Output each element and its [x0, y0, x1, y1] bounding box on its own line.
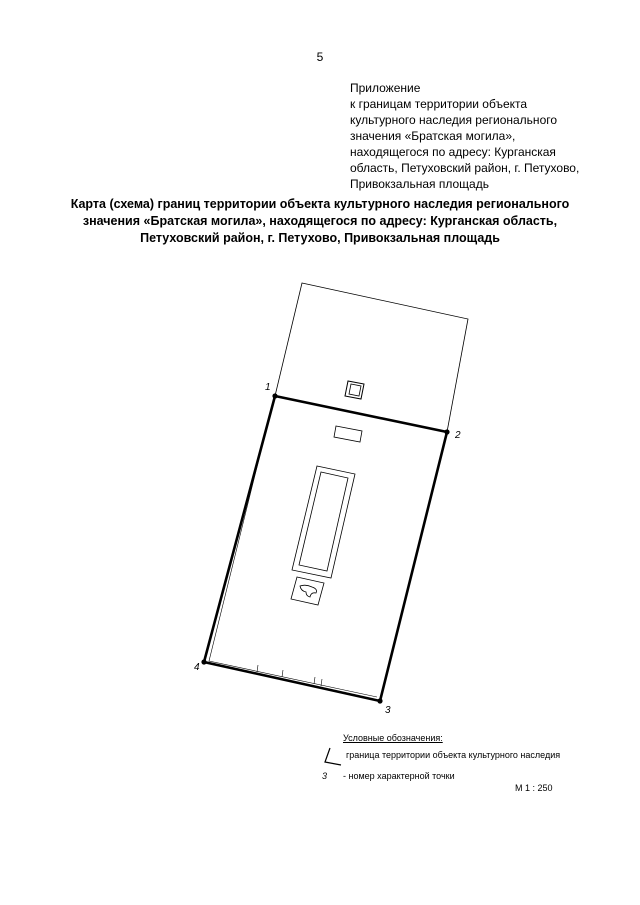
point-marker-4 [201, 659, 206, 664]
map-scale: М 1 : 250 [515, 783, 553, 793]
point-label-1: 1 [265, 382, 271, 393]
legend-point-sample: 3 [322, 771, 328, 781]
adjacent-plot-outline [275, 283, 468, 432]
appendix-line: Приложение [350, 81, 421, 95]
characteristic-points [201, 393, 449, 703]
point-marker-1 [272, 393, 277, 398]
small-rectangle-object [334, 426, 362, 442]
appendix-line: Привокзальная площадь [350, 177, 489, 191]
point-marker-3 [377, 698, 382, 703]
legend-boundary-label: граница территории объекта культурного наследия [346, 750, 561, 760]
legend-boundary-sample [325, 748, 341, 765]
point-marker-2 [444, 429, 449, 434]
title-line: Петуховский район, г. Петухово, Привокзальная площадь [140, 231, 500, 245]
grave-outline [292, 466, 355, 578]
monument-symbol [345, 381, 364, 399]
point-label-2: 2 [455, 430, 461, 441]
title-line: значения «Братская могила», находящегося по адресу: Курганская область, [82, 214, 558, 228]
point-label-4: 4 [194, 662, 200, 673]
appendix-line: находящегося по адресу: Курганская [350, 145, 556, 159]
appendix-line: значения «Братская могила», [350, 129, 516, 143]
plaque-symbol [291, 577, 324, 605]
appendix-line: область, Петуховский район, г. Петухово, [350, 161, 580, 175]
territory-boundary [204, 396, 447, 701]
legend-point-label: - номер характерной точки [343, 771, 455, 781]
appendix-line: культурного наследия регионального [350, 113, 558, 127]
point-label-3: 3 [385, 705, 391, 716]
appendix-line: к границам территории объекта [350, 97, 528, 111]
title-line: Карта (схема) границ территории объекта культурного наследия регионального [70, 197, 570, 211]
legend-heading: Условные обозначения: [343, 733, 443, 743]
page-number: 5 [316, 50, 324, 64]
